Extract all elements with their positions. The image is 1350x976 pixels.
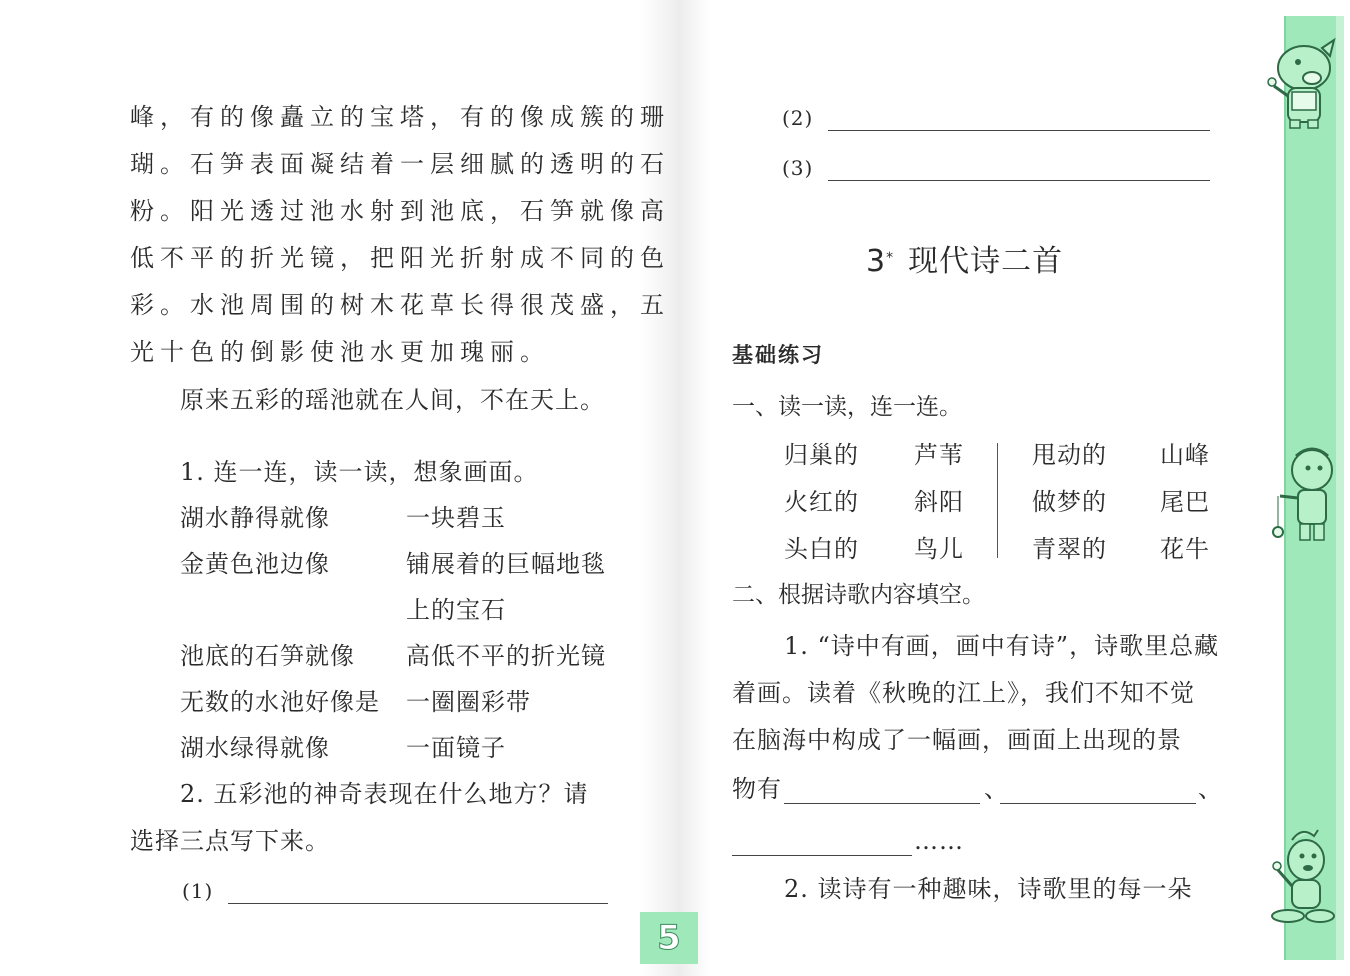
match-word: 山峰 bbox=[1160, 441, 1210, 469]
passage-line: 峰，有的像矗立的宝塔，有的像成簇的珊 bbox=[130, 103, 670, 131]
match-word: 芦苇 bbox=[914, 441, 964, 469]
match-right-item: 高低不平的折光镜 bbox=[406, 642, 606, 670]
match-word: 做梦的 bbox=[1032, 488, 1107, 516]
fill-blank-2[interactable] bbox=[1000, 803, 1196, 804]
dog-cartoon-icon bbox=[1262, 826, 1342, 926]
match-right-item: 一面镜子 bbox=[406, 734, 506, 762]
lesson-number: 3 bbox=[866, 244, 887, 279]
passage-line: 彩。水池周围的树木花草长得很茂盛，五 bbox=[130, 291, 670, 319]
match-right-item: 铺展着的巨幅地毯 bbox=[406, 550, 606, 578]
match-divider bbox=[997, 443, 998, 558]
question-2-line: 选择三点写下来。 bbox=[130, 827, 330, 855]
match-word: 青翠的 bbox=[1032, 535, 1107, 563]
section-title: 基础练习 bbox=[732, 343, 824, 367]
boy-yoyo-cartoon-icon bbox=[1266, 440, 1346, 550]
match-word: 斜阳 bbox=[914, 488, 964, 516]
lesson-mark: * bbox=[886, 250, 895, 266]
match-word: 头白的 bbox=[784, 535, 859, 563]
match-left-item: 湖水绿得就像 bbox=[180, 734, 330, 762]
fill-blank-3[interactable] bbox=[732, 855, 912, 856]
match-left-item: 湖水静得就像 bbox=[180, 504, 330, 532]
page-number: 5 bbox=[640, 912, 698, 964]
item-1-line: 在脑海中构成了一幅画，画面上出现的景 bbox=[732, 726, 1182, 754]
match-word: 归巢的 bbox=[784, 441, 859, 469]
separator: 、 bbox=[1198, 775, 1223, 803]
passage-line: 粉。阳光透过池水射到池底，石笋就像高 bbox=[130, 197, 670, 225]
match-right-item: 一圈圈彩带 bbox=[406, 688, 531, 716]
item-2-line: 2. 读诗有一种趣味，诗歌里的每一朵 bbox=[784, 875, 1193, 903]
answer-2-line[interactable] bbox=[828, 130, 1210, 131]
passage-line: 瑚。石笋表面凝结着一层细腻的透明的石 bbox=[130, 150, 670, 178]
question-1-prompt: 1. 连一连，读一读，想象画面。 bbox=[180, 458, 539, 486]
pig-cartoon-icon bbox=[1262, 34, 1342, 134]
passage-line: 低不平的折光镜，把阳光折射成不同的色 bbox=[130, 244, 670, 272]
item-1-line: 着画。读着《秋晚的江上》，我们不知不觉 bbox=[732, 679, 1195, 707]
fill-blank-1[interactable] bbox=[784, 803, 980, 804]
match-word: 火红的 bbox=[784, 488, 859, 516]
passage-line: 原来五彩的瑶池就在人间，不在天上。 bbox=[180, 386, 605, 414]
ellipsis: …… bbox=[914, 827, 964, 855]
passage-line: 光十色的倒影使池水更加瑰丽。 bbox=[130, 338, 550, 366]
question-2-line: 2. 五彩池的神奇表现在什么地方？请 bbox=[180, 780, 589, 808]
part-2-title: 二、根据诗歌内容填空。 bbox=[732, 582, 985, 608]
match-right-item: 上的宝石 bbox=[406, 596, 506, 624]
match-word: 尾巴 bbox=[1160, 488, 1210, 516]
lesson-title bbox=[866, 244, 1063, 280]
answer-3-label: (3) bbox=[782, 156, 814, 180]
answer-1-label: (1) bbox=[182, 879, 214, 903]
match-word: 甩动的 bbox=[1032, 441, 1107, 469]
part-1-title: 一、读一读，连一连。 bbox=[732, 394, 962, 420]
match-word: 鸟儿 bbox=[914, 535, 964, 563]
item-1-line: 1. “诗中有画，画中有诗”，诗歌里总藏 bbox=[784, 632, 1220, 660]
answer-1-line[interactable] bbox=[228, 903, 608, 904]
match-right-item: 一块碧玉 bbox=[406, 504, 506, 532]
match-word: 花牛 bbox=[1160, 535, 1210, 563]
item-1-prefix: 物有 bbox=[732, 775, 782, 803]
match-left-item: 无数的水池好像是 bbox=[180, 688, 380, 716]
answer-3-line[interactable] bbox=[828, 180, 1210, 181]
page-gutter bbox=[640, 0, 710, 976]
answer-2-label: (2) bbox=[782, 106, 814, 130]
separator: 、 bbox=[984, 775, 1009, 803]
lesson-title-text: 现代诗二首 bbox=[908, 244, 1064, 279]
match-left-item: 金黄色池边像 bbox=[180, 550, 330, 578]
match-left-item: 池底的石笋就像 bbox=[180, 642, 355, 670]
